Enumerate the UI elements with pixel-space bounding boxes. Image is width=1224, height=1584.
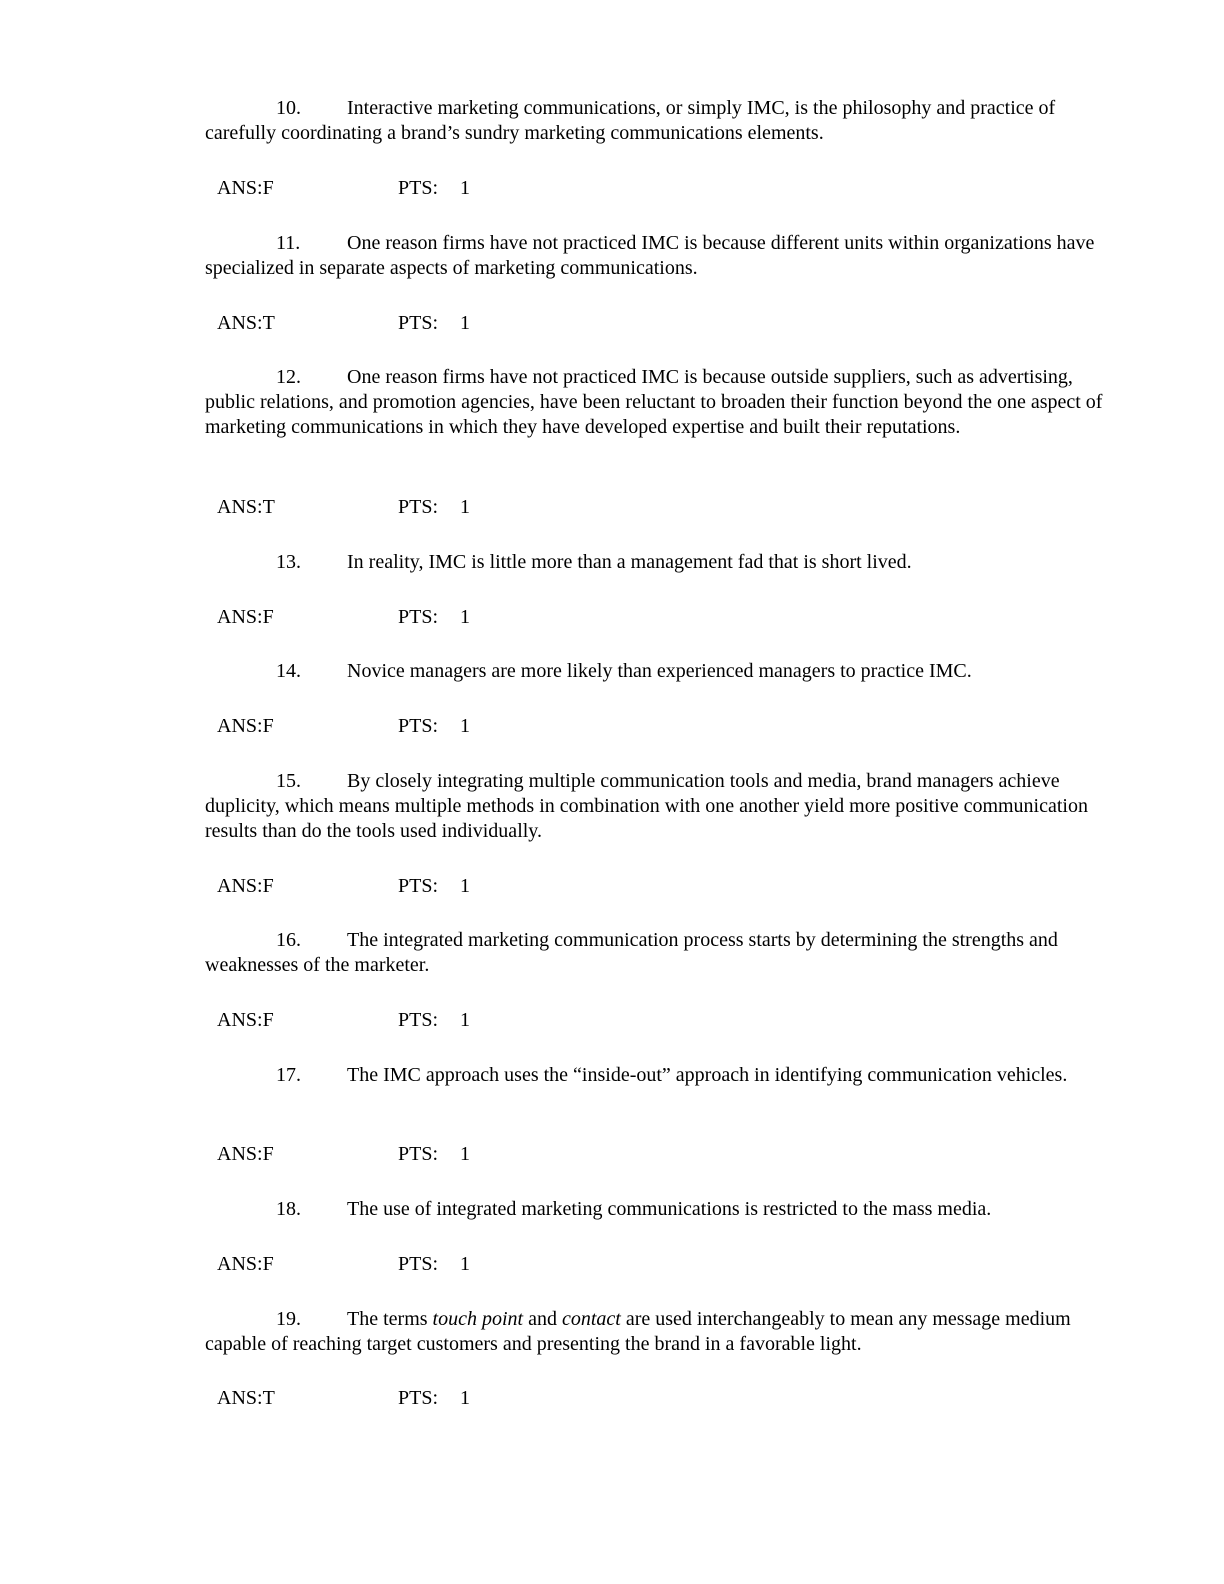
question-text: By closely integrating multiple communication tools and media, brand managers achieve duplicity, which means multiple methods in combination with one another yield more positive communication results than do the tools used individually. [205, 770, 1088, 842]
answer-label: ANS:F [217, 177, 274, 199]
answer-label: ANS:F [217, 1009, 274, 1031]
answer-value: F [262, 1253, 274, 1275]
points-label: PTS: [398, 312, 439, 334]
answer-label: ANS:F [217, 606, 274, 628]
question-text: Novice managers are more likely than experienced managers to practice IMC. [347, 660, 972, 682]
answer-value: F [262, 875, 274, 897]
points-label: PTS: [398, 606, 439, 628]
question-13 [205, 550, 1105, 575]
answer-value: T [262, 312, 275, 334]
points-value: 1 [460, 875, 470, 897]
question-10 [205, 96, 1105, 146]
points-label: PTS: [398, 875, 439, 897]
question-17 [205, 1063, 1105, 1088]
question-number: 18. [276, 1198, 301, 1220]
question-text: The integrated marketing communication process starts by determining the strengths and weaknesses of the marketer. [205, 929, 1058, 976]
question-text: One reason firms have not practiced IMC is because outside suppliers, such as advertising, public relations, and promotion agencies, have been reluctant to broaden their function beyond the one aspect of marketing communications in which they have developed expertise and built their reputations. [205, 366, 1103, 438]
answer-value: T [262, 496, 275, 518]
points-label: PTS: [398, 1143, 439, 1165]
answer-label: ANS:T [217, 312, 275, 334]
answer-value: F [262, 1143, 274, 1165]
question-text: Interactive marketing communications, or simply IMC, is the philosophy and practice of carefully coordinating a brand’s sundry marketing communications elements. [205, 97, 1056, 144]
answer-label: ANS:T [217, 496, 275, 518]
answer-value: F [262, 715, 274, 737]
question-term-touch-point: touch point [432, 1308, 524, 1330]
question-text: The IMC approach uses the “inside-out” approach in identifying communication vehicles. [347, 1064, 1068, 1086]
question-14 [205, 659, 1105, 684]
question-term-contact: contact [561, 1308, 621, 1330]
question-number: 17. [276, 1064, 301, 1086]
question-number: 14. [276, 660, 301, 682]
question-text-part: and [523, 1308, 562, 1330]
question-number: 19. [276, 1308, 301, 1330]
answer-value: F [262, 1009, 274, 1031]
question-number: 10. [276, 97, 301, 119]
answer-label: ANS:F [217, 875, 274, 897]
answer-value: F [262, 606, 274, 628]
answer-label: ANS:F [217, 1143, 274, 1165]
question-18 [205, 1197, 1105, 1222]
question-text: In reality, IMC is little more than a management fad that is short lived. [347, 551, 912, 573]
points-value: 1 [460, 1387, 470, 1409]
answer-label: ANS:F [217, 715, 274, 737]
answer-value: T [262, 1387, 275, 1409]
question-number: 16. [276, 929, 301, 951]
points-value: 1 [460, 177, 470, 199]
points-value: 1 [460, 1009, 470, 1031]
points-label: PTS: [398, 177, 439, 199]
points-value: 1 [460, 496, 470, 518]
points-value: 1 [460, 312, 470, 334]
question-16 [205, 928, 1105, 978]
question-number: 15. [276, 770, 301, 792]
question-number: 13. [276, 551, 301, 573]
answer-value: F [262, 177, 274, 199]
question-text-part: The terms [347, 1308, 433, 1330]
question-text: One reason firms have not practiced IMC is because different units within organizations have specialized in separate aspects of marketing communications. [205, 232, 1095, 279]
question-19 [205, 1307, 1105, 1357]
points-label: PTS: [398, 496, 439, 518]
question-15 [205, 769, 1105, 844]
points-value: 1 [460, 606, 470, 628]
question-number: 11. [276, 232, 301, 254]
question-11 [205, 231, 1105, 281]
question-number: 12. [276, 366, 301, 388]
answer-label: ANS:F [217, 1253, 274, 1275]
points-label: PTS: [398, 1009, 439, 1031]
points-value: 1 [460, 1143, 470, 1165]
points-label: PTS: [398, 1253, 439, 1275]
points-value: 1 [460, 715, 470, 737]
answer-label: ANS:T [217, 1387, 275, 1409]
points-label: PTS: [398, 715, 439, 737]
points-label: PTS: [398, 1387, 439, 1409]
question-12 [205, 365, 1105, 440]
question-text-part: are used interchangeably to mean any message medium capable of reaching target customers and presenting the brand in a favorable light. [205, 1308, 1071, 1355]
question-text: The use of integrated marketing communications is restricted to the mass media. [347, 1198, 992, 1220]
points-value: 1 [460, 1253, 470, 1275]
